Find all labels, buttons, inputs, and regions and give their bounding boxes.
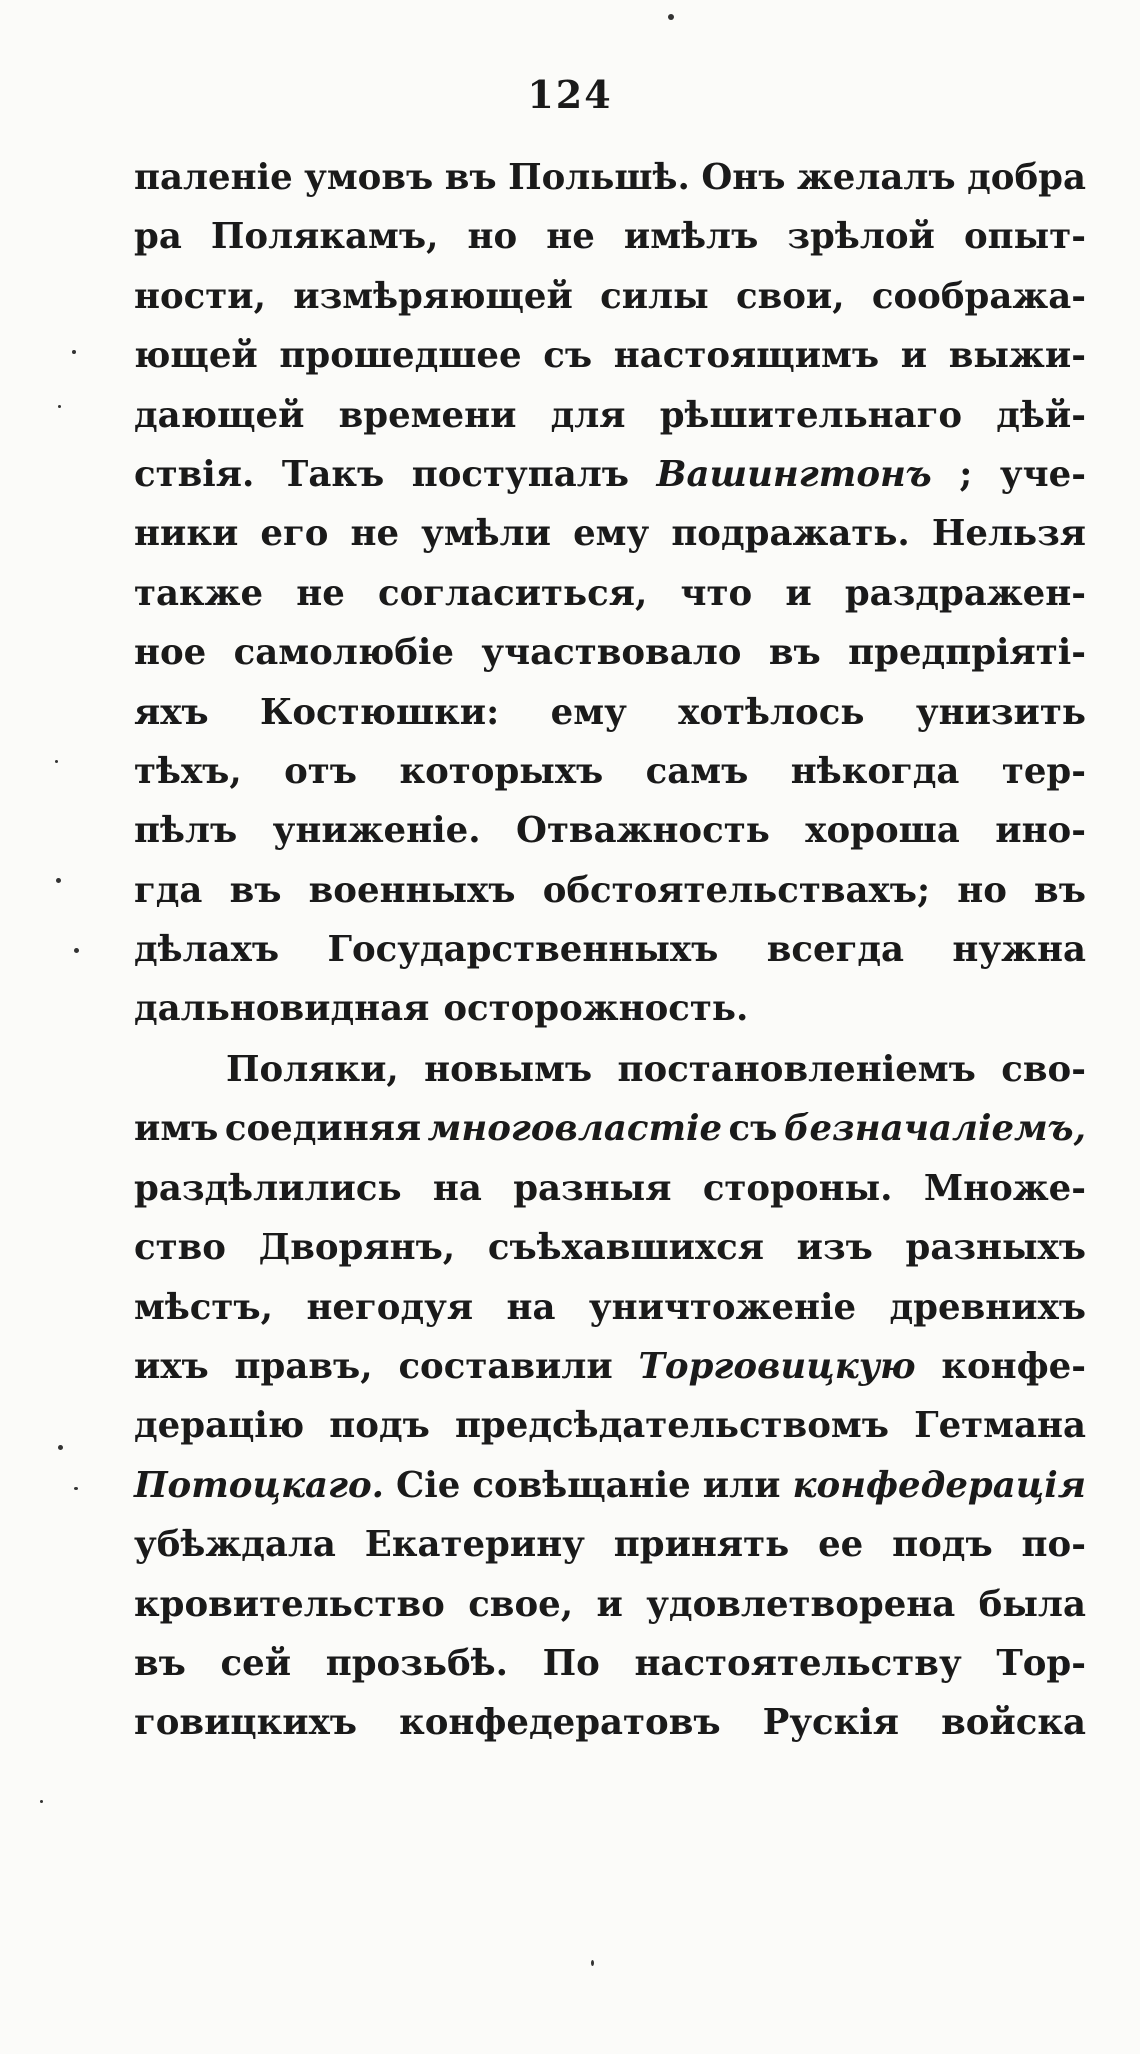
word: не <box>350 513 400 555</box>
word: подъ <box>329 1405 430 1447</box>
paper-speck <box>591 1960 594 1966</box>
text-line <box>134 979 1086 1038</box>
word: разныя <box>513 1167 672 1209</box>
word: ихъ <box>134 1345 209 1387</box>
word: сей <box>220 1642 292 1684</box>
word: прошедшее <box>279 335 522 377</box>
word: измѣряющей <box>293 275 573 317</box>
word: зрѣлой <box>787 216 935 258</box>
word: дѣлахъ <box>134 929 280 971</box>
word: свои, <box>735 275 845 317</box>
word: Вашингтонъ <box>656 453 932 495</box>
word: имъ <box>134 1108 219 1150</box>
word: ; <box>959 453 973 495</box>
word: уче- <box>999 453 1086 495</box>
word: дерацію <box>134 1405 305 1447</box>
word: съ <box>543 335 593 377</box>
text-line <box>134 207 1086 266</box>
word: Такъ <box>281 453 385 495</box>
word: древнихъ <box>889 1286 1086 1328</box>
word: въ <box>229 869 282 911</box>
word: умовъ <box>304 157 434 198</box>
word: также <box>134 572 264 614</box>
word: дающей <box>134 394 305 436</box>
word: или <box>702 1464 781 1506</box>
word: согласиться, <box>378 572 648 614</box>
word: которыхъ <box>399 750 604 792</box>
word: въ <box>444 157 497 198</box>
text-line <box>134 801 1086 860</box>
word: ее <box>818 1524 864 1566</box>
word: правъ, <box>234 1345 373 1387</box>
word: соединяя <box>224 1108 422 1150</box>
word: ствія. <box>134 453 255 495</box>
word: совѣщаніе <box>472 1464 691 1506</box>
word: соображa- <box>871 275 1086 317</box>
word: не <box>296 572 345 614</box>
text-line <box>134 1693 1086 1752</box>
word: была <box>978 1583 1086 1625</box>
word: въ <box>134 1642 186 1684</box>
word: говицкихъ <box>134 1702 358 1744</box>
word: яхъ <box>134 691 209 733</box>
text-line <box>134 1575 1086 1634</box>
word: въ <box>768 632 821 674</box>
word: войска <box>941 1702 1086 1744</box>
text-line <box>134 504 1086 563</box>
word: Сіе <box>396 1464 461 1506</box>
word: прозьбѣ. <box>325 1642 508 1684</box>
word: умѣли <box>421 513 552 555</box>
word: ему <box>550 691 627 733</box>
paper-speck <box>668 14 674 20</box>
word: Онъ <box>701 157 786 198</box>
text-line <box>134 1515 1086 1574</box>
word: конфе- <box>941 1345 1086 1387</box>
word: хороша <box>805 810 960 852</box>
word: удовлетворена <box>646 1583 956 1625</box>
word: дѣй- <box>996 394 1086 436</box>
word: пѣлъ <box>134 810 238 852</box>
word: Рускія <box>762 1702 900 1744</box>
word: Екатерину <box>364 1524 585 1566</box>
word: Дворянъ, <box>258 1227 456 1269</box>
word: выжи- <box>948 335 1086 377</box>
word: Костюшки: <box>260 691 500 733</box>
word: новымъ <box>424 1049 593 1090</box>
word: тер- <box>1001 750 1086 792</box>
word: принять <box>613 1524 790 1566</box>
word: Полякамъ, <box>210 216 439 258</box>
paper-speck <box>72 350 76 354</box>
word: предсѣдательствомъ <box>454 1405 889 1447</box>
word: убѣждала <box>134 1524 336 1566</box>
word: предпріяті- <box>848 632 1086 674</box>
text-line <box>134 1456 1086 1515</box>
text-line <box>134 1159 1086 1218</box>
word: на <box>432 1167 482 1209</box>
word: многовластіе <box>427 1108 723 1150</box>
word: мѣстъ, <box>134 1286 274 1328</box>
word: опыт- <box>963 216 1086 258</box>
word: стороны. <box>702 1167 893 1209</box>
word: на <box>506 1286 556 1328</box>
word: раздѣлились <box>134 1167 402 1209</box>
text-line <box>134 1396 1086 1455</box>
word: не <box>546 216 595 258</box>
word: конфедератовъ <box>399 1702 721 1744</box>
word: добра <box>967 157 1086 198</box>
word: съ <box>728 1108 778 1150</box>
word: свое, <box>468 1583 574 1625</box>
word: Государственныхъ <box>327 929 719 971</box>
text-line <box>134 1040 1086 1099</box>
word: поступалъ <box>411 453 629 495</box>
text-line <box>134 148 1086 207</box>
paper-speck <box>56 878 61 883</box>
word: и <box>596 1583 623 1625</box>
word: дальновидная <box>134 988 430 1030</box>
word: конфедерація <box>792 1464 1086 1506</box>
paper-speck <box>74 948 79 953</box>
word: настоятельству <box>634 1642 962 1684</box>
word: участвовало <box>481 632 742 674</box>
word: съѣхавшихся <box>487 1227 764 1269</box>
text-line <box>134 1337 1086 1396</box>
word: хотѣлось <box>678 691 865 733</box>
word: ему <box>573 513 650 555</box>
paragraph-2 <box>134 1040 1086 1753</box>
word: ники <box>134 513 239 555</box>
word: изъ <box>796 1227 873 1269</box>
word: обстоятельствахъ; <box>542 869 931 911</box>
word: Гетмана <box>914 1405 1086 1447</box>
word: рѣшительнаго <box>659 394 963 436</box>
text-line <box>134 920 1086 979</box>
word: нѣкогда <box>790 750 960 792</box>
text-line <box>134 1099 1086 1158</box>
word: негодуя <box>306 1286 474 1328</box>
word: ино- <box>995 810 1086 852</box>
word: сво- <box>1001 1049 1086 1090</box>
word: осторожность. <box>443 988 749 1030</box>
word: отъ <box>284 750 358 792</box>
word: ное <box>134 632 207 674</box>
word: его <box>260 513 329 555</box>
text-line <box>134 742 1086 801</box>
paper-speck <box>55 760 58 763</box>
word: Торговицкую <box>638 1345 916 1387</box>
word: кровительство <box>134 1583 445 1625</box>
word: ющей <box>134 335 258 377</box>
word: всегда <box>766 929 905 971</box>
word: въ <box>1034 869 1086 911</box>
word: раздражен- <box>844 572 1086 614</box>
text-line <box>134 386 1086 445</box>
word: Отважность <box>516 810 770 852</box>
paragraph-1 <box>134 148 1086 1039</box>
word: тѣхъ, <box>134 750 242 792</box>
word: ра <box>134 216 182 258</box>
word: военныхъ <box>308 869 516 911</box>
word: гда <box>134 869 203 911</box>
text-line <box>134 326 1086 385</box>
text-line <box>134 861 1086 920</box>
word: но <box>467 216 518 258</box>
word: подражать. <box>671 513 910 555</box>
word: времени <box>338 394 517 436</box>
word: Тор- <box>996 1642 1086 1684</box>
word: уничтоженіе <box>588 1286 857 1328</box>
paper-speck <box>74 1487 78 1490</box>
word: что <box>680 572 753 614</box>
word: Поляки, <box>226 1049 399 1090</box>
word: по- <box>1021 1524 1086 1566</box>
paper-speck <box>58 1445 63 1450</box>
word: самолюбіе <box>233 632 454 674</box>
word: силы <box>600 275 709 317</box>
text-line <box>134 1278 1086 1337</box>
text-line <box>134 1218 1086 1277</box>
word: и <box>785 572 812 614</box>
text-line <box>134 623 1086 682</box>
word: ности, <box>134 275 266 317</box>
word: нужна <box>952 929 1086 971</box>
word: Множе- <box>923 1167 1086 1209</box>
text-line <box>134 1634 1086 1693</box>
word: постановленіемъ <box>617 1049 976 1090</box>
text-line <box>134 683 1086 742</box>
word: По <box>542 1642 600 1684</box>
word: настоящимъ <box>613 335 880 377</box>
word: подъ <box>892 1524 993 1566</box>
text-line <box>134 564 1086 623</box>
text-line <box>134 267 1086 326</box>
word: Нельзя <box>931 513 1086 555</box>
word: составили <box>398 1345 613 1387</box>
paper-speck <box>40 1800 43 1803</box>
word: безначаліемъ, <box>783 1108 1086 1150</box>
word: самъ <box>645 750 749 792</box>
word: желалъ <box>796 157 956 198</box>
text-line <box>134 445 1086 504</box>
word: ство <box>134 1227 226 1269</box>
word: имѣлъ <box>623 216 759 258</box>
word: и <box>900 335 928 377</box>
word: Польшѣ. <box>508 157 690 198</box>
word: разныхъ <box>905 1227 1086 1269</box>
word: для <box>550 394 626 436</box>
word: но <box>957 869 1007 911</box>
paper-speck <box>58 405 61 408</box>
word: унизить <box>915 691 1086 733</box>
word: паленіе <box>134 157 293 198</box>
word: Потоцкаго. <box>134 1464 385 1506</box>
page-number: 124 <box>527 72 613 117</box>
word: униженіе. <box>272 810 481 852</box>
